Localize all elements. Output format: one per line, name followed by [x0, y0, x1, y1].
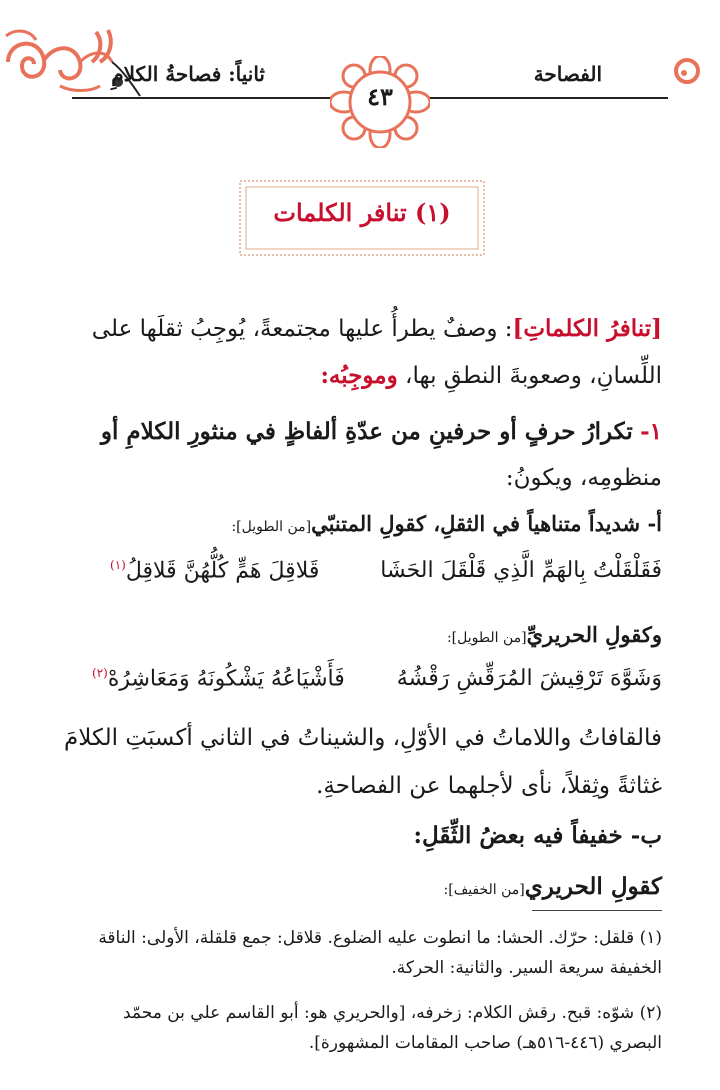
- section-title: (١) تنافر الكلمات: [273, 198, 451, 227]
- page-number: ٤٣: [367, 82, 393, 111]
- header-section: الفصاحة: [533, 62, 602, 86]
- definition-line-1: [تنافرُ الكلماتِ]: وصفٌ يطرأُ عليها مجتمعةً، يُوجِبُ ثقلَها على: [91, 315, 662, 342]
- explanation-line-1: فالقافاتُ واللاماتُ في الأوّلِ، والشيناتُ في الثاني أكسبَتِ الكلامَ: [63, 725, 662, 751]
- definition-term: [تنافرُ الكلماتِ]: [512, 315, 662, 342]
- point-number: ١-: [640, 418, 662, 445]
- circle-ornament-icon: [672, 56, 702, 86]
- hariri-2-label: كقولِ الحريري[من الخفيف]:: [443, 873, 662, 900]
- definition-line-2: اللِّسانِ، وصعوبةَ النطقِ بها، وموجِبُه:: [320, 362, 662, 389]
- page-number-badge: [330, 56, 430, 148]
- verse-1-first-hemistich: فَقَلْقَلْتُ بِالهَمِّ الَّذِي قَلْقَلَ الحَشَا: [380, 558, 662, 583]
- case-b-label: ب- خفيفاً فيه بعضُ الثِّقَلِ:: [413, 822, 662, 849]
- cause-label: وموجِبُه:: [320, 362, 398, 389]
- section-title-box: [237, 178, 487, 258]
- footnote-2-line-1: (٢) شوّه: قبح. رقش الكلام: زخرفه، [والحريري هو: أبو القاسم علي بن محمّد: [123, 1003, 662, 1023]
- verse-1-second-hemistich: قَلاقِلَ هَمٍّ كُلُّهُنَّ قَلاقِلُ$^{(١)}$: [110, 558, 320, 584]
- explanation-line-2: غثاثةً وثِقلاً، نأى لأجلهما عن الفصاحةِ.: [316, 773, 662, 799]
- header-subsection: ثانياً: فصاحةُ الكلامِ: [111, 62, 265, 86]
- meter-label: [من الطويل]:: [446, 630, 527, 646]
- footnote-2-line-2: البصري (٤٤٦-٥١٦هـ) صاحب المقامات المشهورة].: [308, 1033, 662, 1053]
- footnote-ref: (١): [110, 558, 126, 572]
- meter-label: [من الخفيف]:: [443, 882, 525, 898]
- point-1-line-1: ١- تكرارُ حرفٍ أو حرفينِ من عدّةِ ألفاظٍ في منثورِ الكلامِ أو: [100, 418, 662, 445]
- footnote-separator: [532, 910, 662, 911]
- footnote-1-line-2: الخفيفة سريعة السير. والثانية: الحركة.: [391, 958, 662, 978]
- hariri-label: وكقولِ الحريريِّ[من الطويل]:: [446, 622, 662, 647]
- footnote-ref: (٢): [92, 666, 108, 680]
- footnote-1-line-1: (١) قلقل: حرّك. الحشا: ما انطوت عليه الضلوع. قلاقل: جمع قلقلة، الأولى: الناقة: [98, 928, 662, 948]
- case-a-label: أ- شديداً متناهياً في الثقلِ، كقولِ المتنبّي[من الطويل]:: [231, 511, 662, 536]
- meter-label: [من الطويل]:: [231, 519, 312, 535]
- verse-2-second-hemistich: فَأَشْيَاعُهُ يَشْكُونَهُ وَمَعَاشِرُهْ$^{(٢)}$: [92, 666, 345, 692]
- point-1-line-2: منظومِه، ويكونُ:: [505, 465, 662, 491]
- verse-2-first-hemistich: وَشَوَّهَ تَرْقِيشَ المُرَقِّشِ رَقْشُهُ: [396, 666, 662, 691]
